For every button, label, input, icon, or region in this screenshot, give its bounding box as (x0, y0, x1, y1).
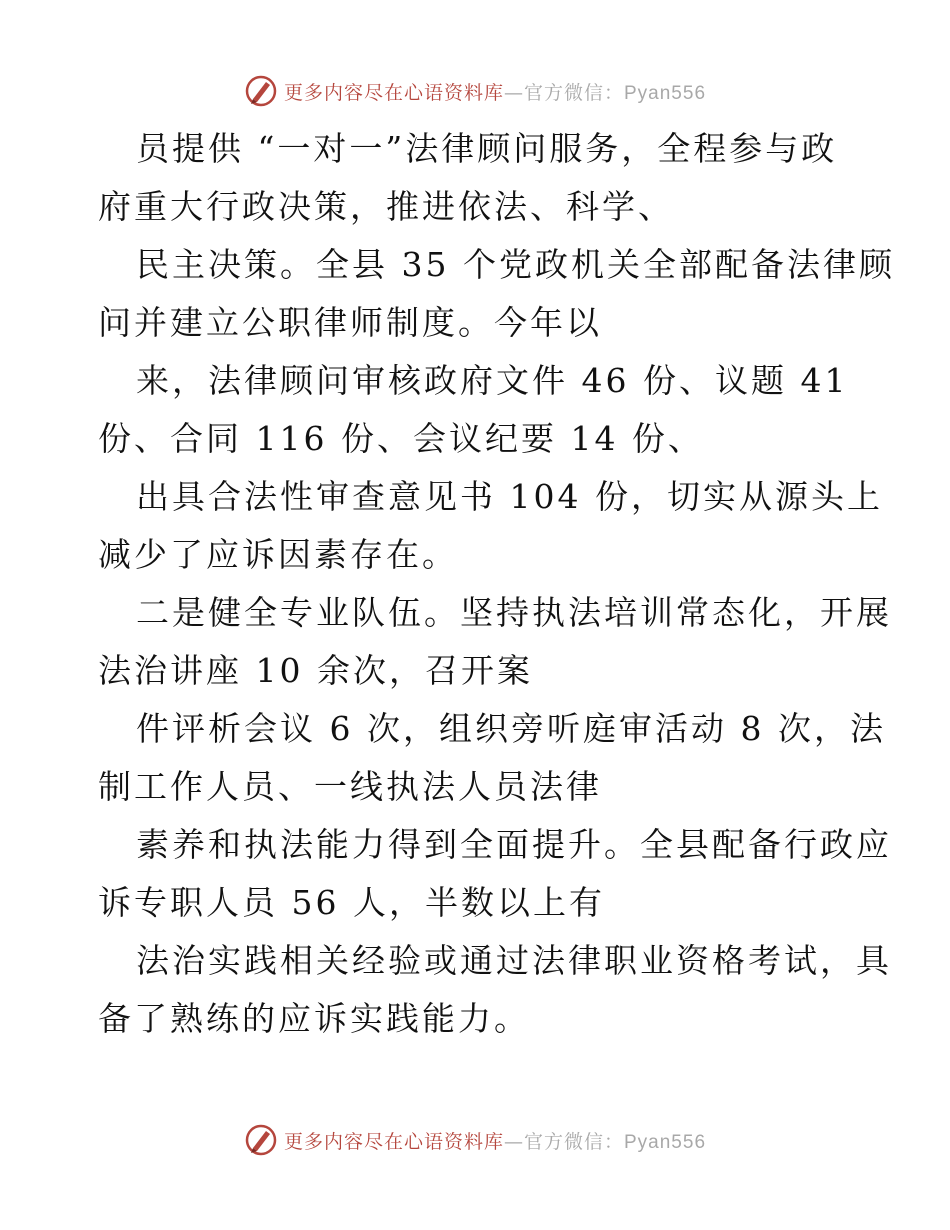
body-line: 法治实践相关经验或通过法律职业资格考试，具 (136, 941, 892, 980)
header-site-text: 更多内容尽在心语资料库 (283, 81, 504, 104)
body-line: 件评析会议 6 次，组织旁听庭审活动 8 次，法 (136, 709, 886, 748)
body-line: 法治讲座 10 余次，召开案 (98, 651, 533, 690)
pen-circle-logo-icon (244, 1123, 278, 1157)
footer-banner-text (284, 1127, 706, 1154)
body-line: 素养和执法能力得到全面提升。全县配备行政应 (136, 825, 892, 864)
footer-site-text: 更多内容尽在心语资料库 (283, 1130, 504, 1153)
body-line: 员提供 “一对一”法律顾问服务，全程参与政 (136, 129, 838, 168)
body-line: 诉专职人员 56 人，半数以上有 (98, 883, 605, 922)
header-banner (0, 71, 950, 111)
body-line: 民主决策。全县 35 个党政机关全部配备法律顾 (136, 245, 895, 284)
footer-banner (0, 1120, 950, 1160)
body-line: 二是健全专业队伍。坚持执法培训常态化，开展 (136, 593, 892, 632)
header-banner-text (284, 78, 706, 105)
body-line: 制工作人员、一线执法人员法律 (98, 767, 602, 806)
header-wechat-text: 官方微信：Pyan556 (524, 82, 707, 104)
body-line: 份、合同 116 份、会议纪要 14 份、 (98, 419, 704, 458)
document-body (98, 120, 895, 1048)
body-line: 减少了应诉因素存在。 (98, 535, 458, 574)
body-line: 问并建立公职律师制度。今年以 (98, 303, 602, 342)
pen-circle-logo-icon (244, 74, 278, 108)
body-line: 出具合法性审查意见书 104 份，切实从源头上 (136, 477, 883, 516)
body-line: 备了熟练的应诉实践能力。 (98, 999, 530, 1038)
header-dash: — (504, 81, 524, 104)
body-line: 来，法律顾问审核政府文件 46 份、议题 41 (136, 361, 849, 400)
body-line: 府重大行政决策，推进依法、科学、 (98, 187, 674, 226)
footer-wechat-text: 官方微信：Pyan556 (524, 1131, 707, 1153)
footer-dash: — (504, 1130, 524, 1153)
